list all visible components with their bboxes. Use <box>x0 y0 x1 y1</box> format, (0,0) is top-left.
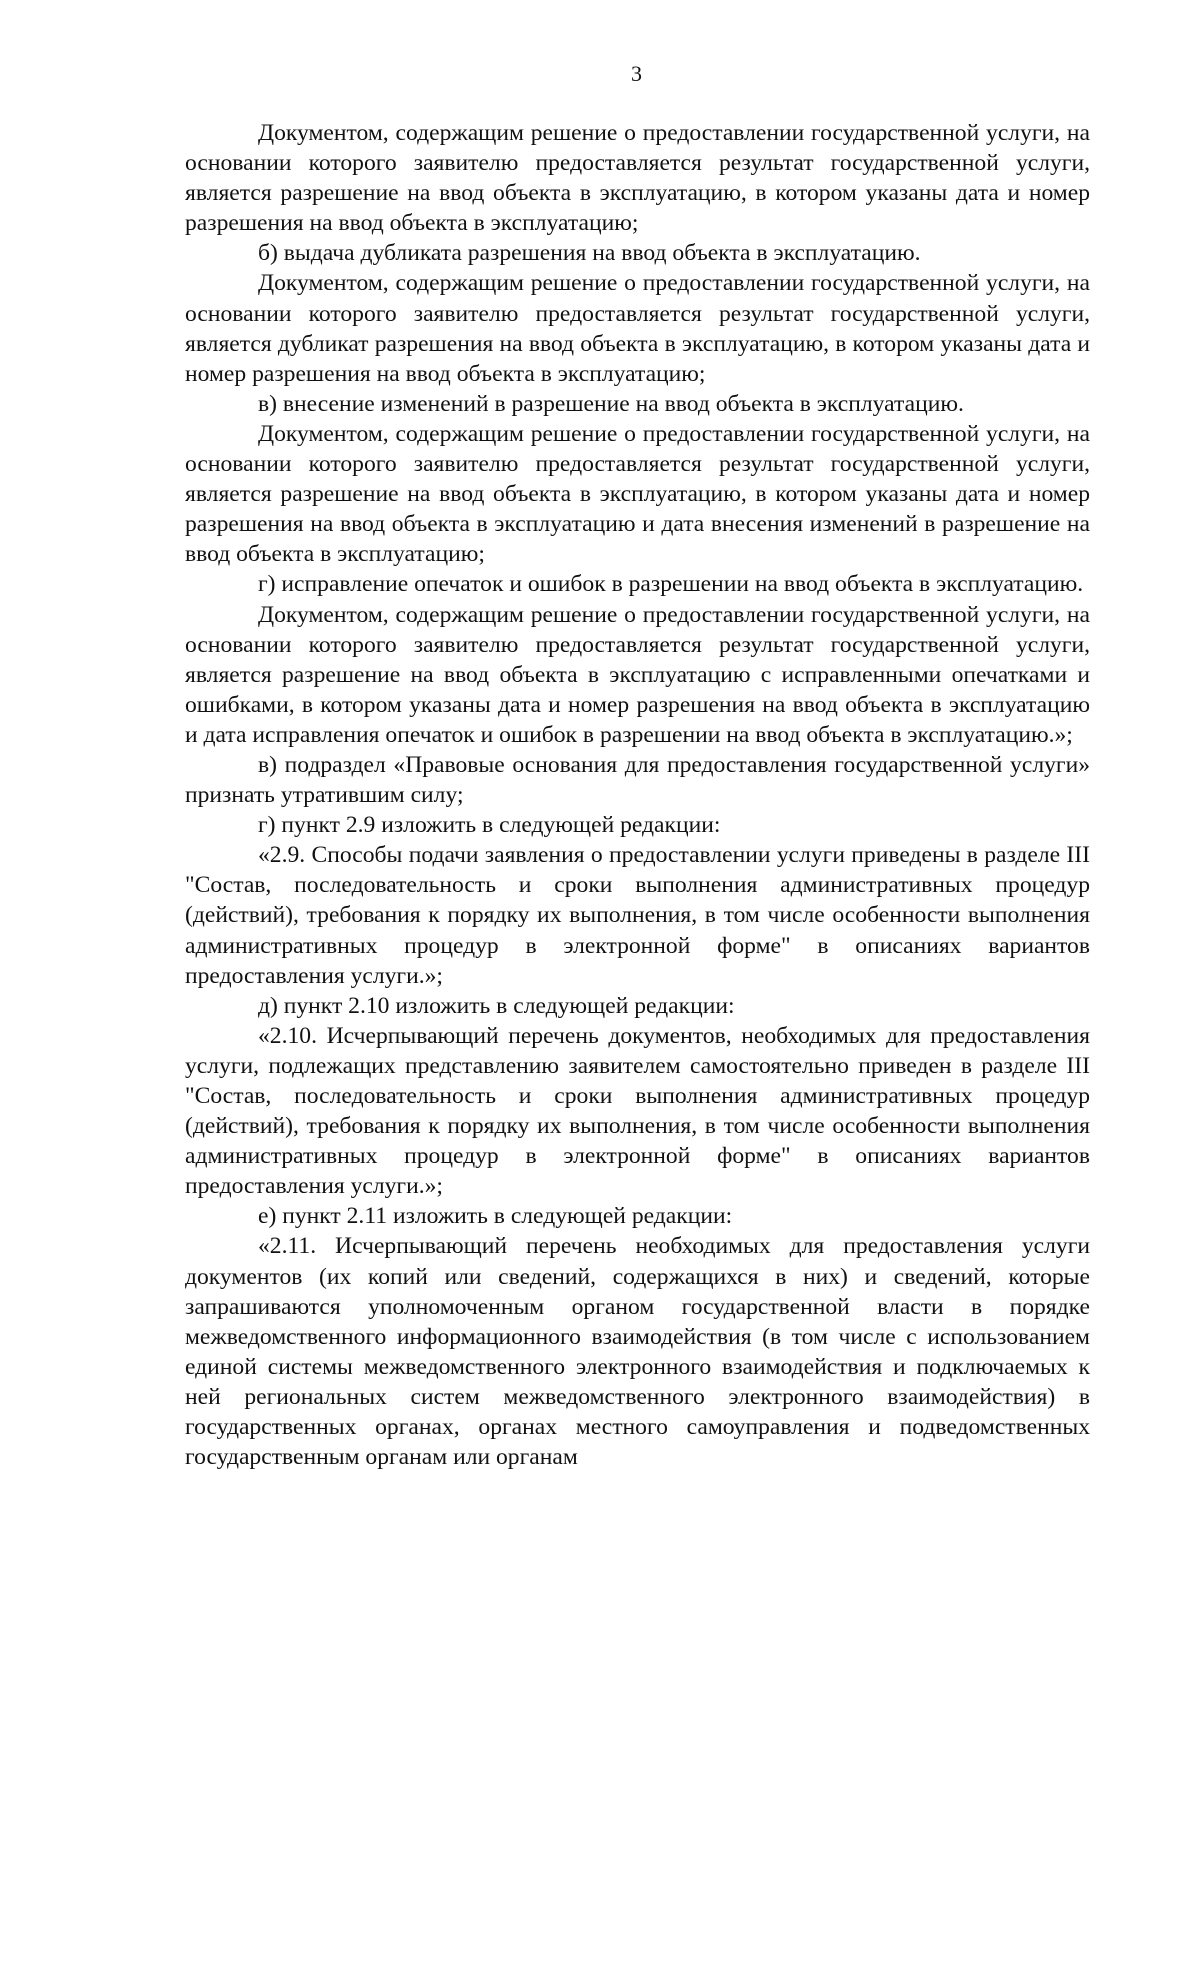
document-body <box>185 118 1090 1472</box>
paragraph-result-corrections: Документом, содержащим решение о предоставлении государственной услуги, на основании которого заявителю предоставляется результат государственной услуги, является разрешение на ввод объекта в эксплуатацию с исправленными опечатками и ошибками, в котором указаны дата и номер разрешения на ввод объекта в эксплуатацию и дата исправления опечаток и ошибок в разрешении на ввод объекта в эксплуатацию.»; <box>185 601 1090 748</box>
paragraph-result-permit: Документом, содержащим решение о предоставлении государственной услуги, на основании которого заявителю предоставляется результат государственной услуги, является разрешение на ввод объекта в эксплуатацию, в котором указаны дата и номер разрешения на ввод объекта в эксплуатацию; <box>185 120 1090 237</box>
paragraph-clause-2-9-intro: г) пункт 2.9 изложить в следующей редакции: <box>258 812 721 839</box>
paragraph-result-duplicate: Документом, содержащим решение о предоставлении государственной услуги, на основании которого заявителю предоставляется результат государственной услуги, является дубликат разрешения на ввод объекта в эксплуатацию, в котором указаны дата и номер разрешения на ввод объекта в эксплуатацию; <box>185 270 1090 387</box>
paragraph-clause-2-9: «2.9. Способы подачи заявления о предоставлении услуги приведены в разделе III "Состав, последовательность и сроки выполнения административных процедур (действий), требования к порядку их выполнения, в том числе особенности выполнения административных процедур в электронной форме" в описаниях вариантов предоставления услуги.»; <box>185 842 1090 989</box>
paragraph-clause-2-11-intro: е) пункт 2.11 изложить в следующей редакции: <box>258 1203 733 1230</box>
paragraph-clause-2-10-intro: д) пункт 2.10 изложить в следующей редакции: <box>258 992 735 1019</box>
paragraph-item-b-duplicate: б) выдача дубликата разрешения на ввод объекта в эксплуатацию. <box>258 240 921 267</box>
paragraph-clause-2-10: «2.10. Исчерпывающий перечень документов, необходимых для предоставления услуги, подлежащих представлению заявителем самостоятельно приведен в разделе III "Состав, последовательность и сроки выполнения административных процедур (действий), требования к порядку их выполнения, в том числе особенности выполнения административных процедур в электронной форме" в описаниях вариантов предоставления услуги.»; <box>185 1022 1090 1200</box>
paragraph-clause-2-11: «2.11. Исчерпывающий перечень необходимых для предоставления услуги документов (их копий или сведений, содержащихся в них) и сведений, которые запрашиваются уполномоченным органом государственной власти в порядке межведомственного информационного взаимодействия (в том числе с использованием единой системы межведомственного электронного взаимодействия и подключаемых к ней региональных систем межведомственного электронного взаимодействия) в государственных органах, органах местного самоуправления и подведомственных государственным органам или органам <box>185 1233 1090 1471</box>
paragraph-item-v-changes: в) внесение изменений в разрешение на ввод объекта в эксплуатацию. <box>258 390 964 417</box>
paragraph-item-g-corrections: г) исправление опечаток и ошибок в разрешении на ввод объекта в эксплуатацию. <box>258 571 1084 598</box>
paragraph-legal-basis-repealed: в) подраздел «Правовые основания для предоставления государственной услуги» признать утратившим силу; <box>185 751 1090 809</box>
paragraph-result-changes: Документом, содержащим решение о предоставлении государственной услуги, на основании которого заявителю предоставляется результат государственной услуги, является разрешение на ввод объекта в эксплуатацию, в котором указаны дата и номер разрешения на ввод объекта в эксплуатацию и дата внесения изменений в разрешение на ввод объекта в эксплуатацию; <box>185 420 1090 568</box>
page-number: 3 <box>631 61 642 86</box>
